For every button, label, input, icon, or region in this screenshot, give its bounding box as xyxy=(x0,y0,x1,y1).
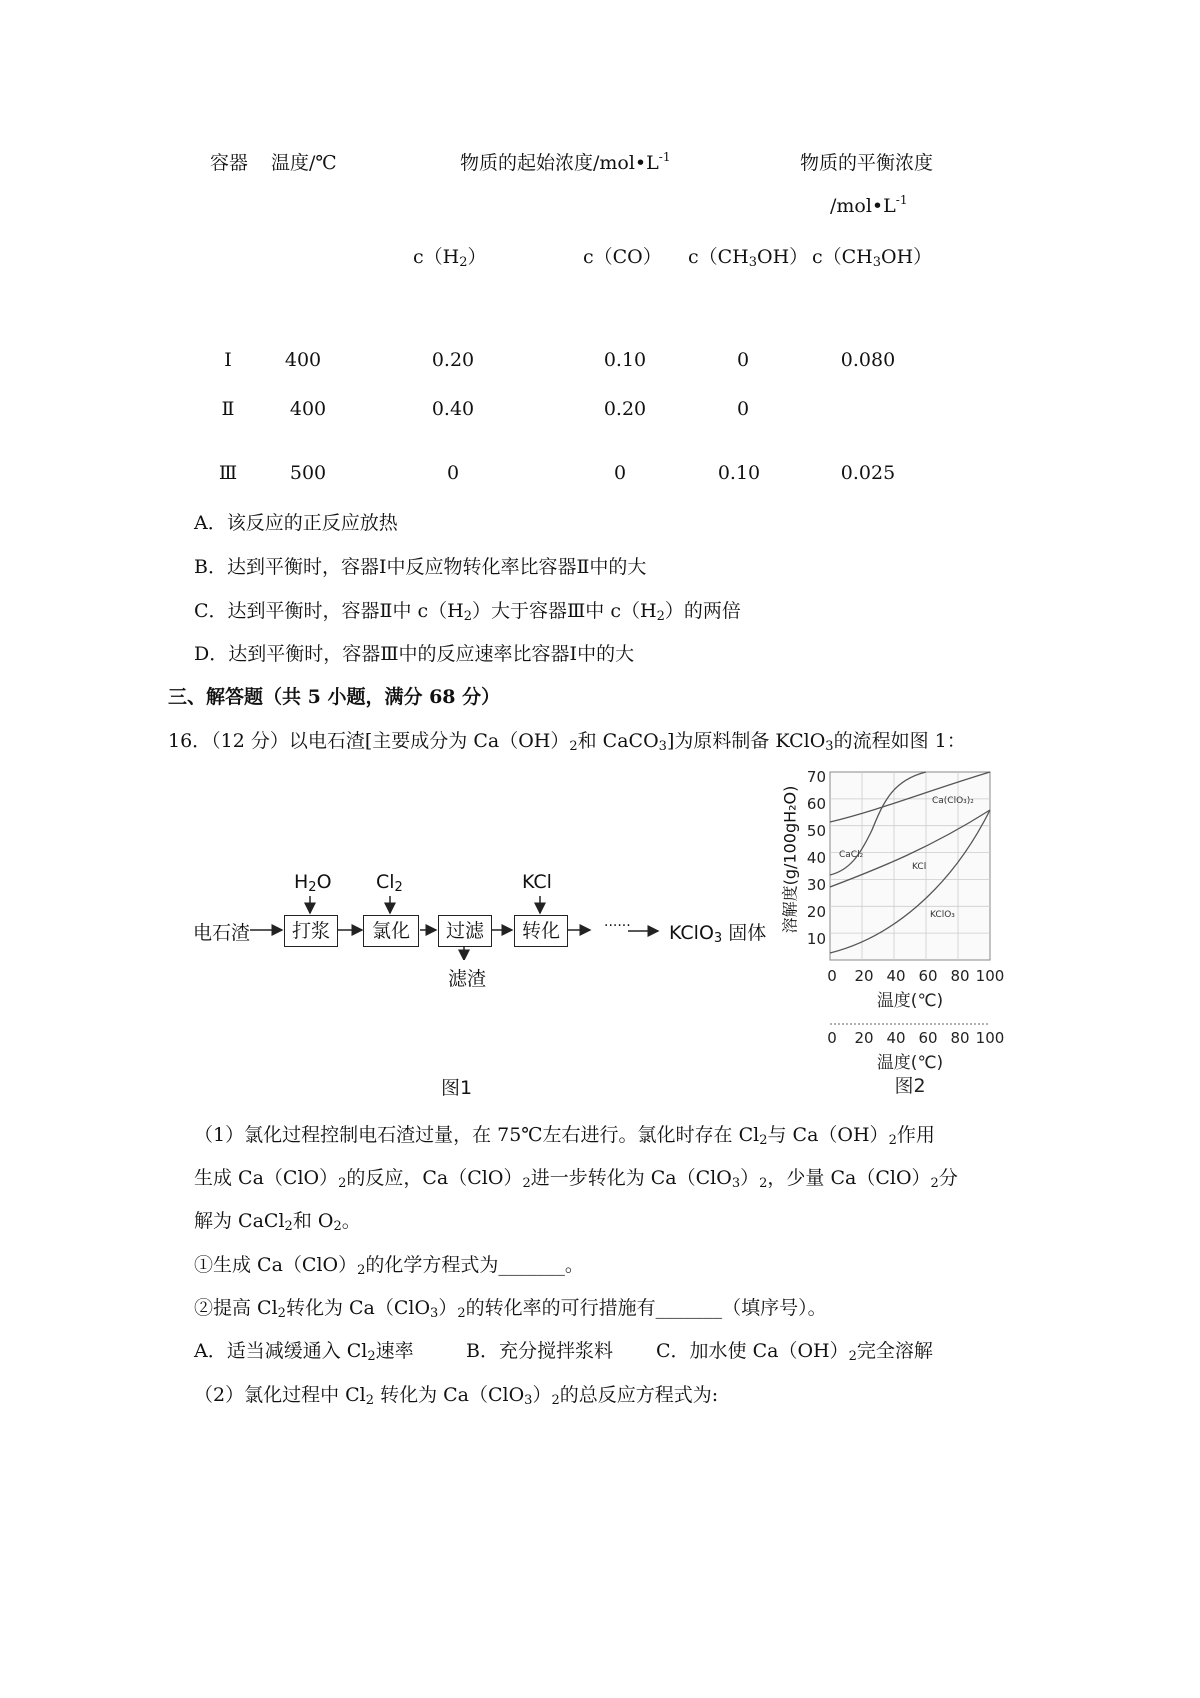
x-tick: 0 xyxy=(827,967,837,985)
header-eq-conc-line1: 物质的平衡浓度 xyxy=(800,152,934,174)
row-co: 0.10 xyxy=(603,349,647,371)
q16-p1-line3: 解为 CaCl$_2$和 $O_2$。 xyxy=(194,1210,361,1234)
x-tick: 60 xyxy=(918,967,938,985)
q16-option-b: B．充分搅拌浆料 xyxy=(466,1340,613,1362)
x-tick: 80 xyxy=(950,1029,970,1047)
row-h2: 0.20 xyxy=(431,349,475,371)
flow-step-chlorination: 氯化 xyxy=(363,915,419,947)
q16-p1-line1: （1）氯化过程控制电石渣过量，在 75℃左右进行。氯化时存在 $Cl_2$与 $Ca(OH)_2$作用 xyxy=(194,1124,935,1148)
flow-start: 电石渣 xyxy=(193,922,251,944)
x-tick: 80 xyxy=(950,967,970,985)
header-container: 容器 xyxy=(210,152,249,174)
y-tick: 70 xyxy=(806,768,826,786)
y-tick-labels xyxy=(807,768,826,948)
q16-p1-line2: 生成 $Ca(ClO)_2$的反应，$Ca(ClO)_2$进一步转化为 $Ca(ClO_3)_2$，少量 $Ca(ClO)_2$分 xyxy=(194,1167,958,1191)
header-eq-conc-line2: $/mol•L^{-1}$ xyxy=(830,193,908,217)
header-temperature: 温度/℃ xyxy=(271,152,337,174)
x-axis-label-2: 温度(℃) xyxy=(876,1053,944,1073)
row-temp: 400 xyxy=(284,349,322,371)
y-tick: 10 xyxy=(806,930,826,948)
row-eq: 0.080 xyxy=(840,349,896,371)
x-axis-label: 温度(℃) xyxy=(876,991,944,1011)
row-id: Ⅲ xyxy=(218,462,238,484)
label-cacl2: CaCl₂ xyxy=(839,850,864,860)
x-tick-labels xyxy=(827,967,1004,985)
row-ch3oh: 0.10 xyxy=(717,462,761,484)
option-c: C．达到平衡时，容器Ⅱ中 $c(H_2)$大于容器Ⅲ中 $c(H_2)$的两倍 xyxy=(194,600,741,624)
row-temp: 400 xyxy=(289,398,327,420)
q16-intro: 16．（12 分）以电石渣[主要成分为 $Ca(OH)_2$和 CaCO$_3$]为原料制备 KClO$_3$的流程如图 1： xyxy=(168,730,966,754)
x-tick: 20 xyxy=(854,1029,874,1047)
row-h2: 0 xyxy=(446,462,460,484)
row-co: 0 xyxy=(613,462,627,484)
x-tick: 100 xyxy=(975,1029,1005,1047)
flow-step-conversion: 转化 xyxy=(514,915,568,947)
flow-input-water: $H_2O$ xyxy=(294,871,332,895)
q16-p2: （2）氯化过程中 $Cl_2$ 转化为 $Ca(ClO_3)_2$的总反应方程式为: xyxy=(194,1384,719,1408)
row-temp: 500 xyxy=(289,462,327,484)
section-title: 三、解答题（共 5 小题，满分 68 分） xyxy=(168,686,501,708)
figure2-label: 图2 xyxy=(894,1075,926,1097)
q16-option-c: C．加水使 $Ca(OH)_2$完全溶解 xyxy=(656,1340,933,1364)
option-a: A．该反应的正反应放热 xyxy=(194,512,398,534)
subheader-ch3oh-eq: $c(CH_3OH)$ xyxy=(812,246,933,270)
figure1-label: 图1 xyxy=(441,1077,473,1099)
label-kclo3: KClO₃ xyxy=(930,910,955,920)
flow-product: KClO$_3$ 固体 xyxy=(669,922,767,946)
flow-step-slurry: 打浆 xyxy=(284,915,338,947)
flow-output-residue: 滤渣 xyxy=(448,968,487,990)
flow-dots: ······ xyxy=(604,918,631,934)
x-tick: 20 xyxy=(854,967,874,985)
q16-sub2: ②提高 $Cl_2$转化为 $Ca(ClO_3)_2$的转化率的可行措施有_______（填序号）。 xyxy=(194,1297,827,1321)
row-eq: 0.025 xyxy=(840,462,896,484)
row-id: Ⅱ xyxy=(221,398,235,420)
flow-arrow-final xyxy=(628,925,662,937)
subheader-co: c（CO） xyxy=(583,246,662,268)
row-h2: 0.40 xyxy=(431,398,475,420)
row-ch3oh: 0 xyxy=(736,349,750,371)
x-tick: 40 xyxy=(886,1029,906,1047)
x-tick: 100 xyxy=(975,967,1005,985)
subheader-h2: $c(H_2)$ xyxy=(413,246,487,270)
label-kcl: KCl xyxy=(912,862,927,872)
row-id: Ⅰ xyxy=(224,349,232,371)
y-tick: 50 xyxy=(806,822,826,840)
y-tick: 60 xyxy=(806,795,826,813)
header-initial-conc: 物质的起始浓度$/mol•L^{-1}$ xyxy=(460,150,671,174)
y-tick: 40 xyxy=(806,849,826,867)
option-b: B．达到平衡时，容器Ⅰ中反应物转化率比容器Ⅱ中的大 xyxy=(194,556,647,578)
label-caclo3: Ca(ClO₃)₂ xyxy=(932,796,974,806)
option-d: D．达到平衡时，容器Ⅲ中的反应速率比容器Ⅰ中的大 xyxy=(194,643,635,665)
flow-input-chlorine: $Cl_2$ xyxy=(376,871,403,895)
x-tick: 0 xyxy=(827,1029,837,1047)
q16-option-a: A．适当减缓通入 $Cl_2$速率 xyxy=(194,1340,414,1364)
solubility-chart-svg xyxy=(780,760,1020,1100)
row-ch3oh: 0 xyxy=(736,398,750,420)
x-tick-labels-2 xyxy=(827,1029,1004,1047)
q16-sub1: ①生成 $Ca(ClO)_2$的化学方程式为_______。 xyxy=(194,1254,584,1278)
row-co: 0.20 xyxy=(603,398,647,420)
x-tick: 40 xyxy=(886,967,906,985)
y-tick: 20 xyxy=(806,903,826,921)
subheader-ch3oh-initial: $c(CH_3OH)$ xyxy=(688,246,809,270)
y-axis-label: 溶解度(g/100gH₂O) xyxy=(780,785,800,934)
y-tick: 30 xyxy=(806,876,826,894)
flow-input-kcl: KCl xyxy=(522,871,552,893)
x-tick: 60 xyxy=(918,1029,938,1047)
flow-step-filter: 过滤 xyxy=(438,915,492,947)
